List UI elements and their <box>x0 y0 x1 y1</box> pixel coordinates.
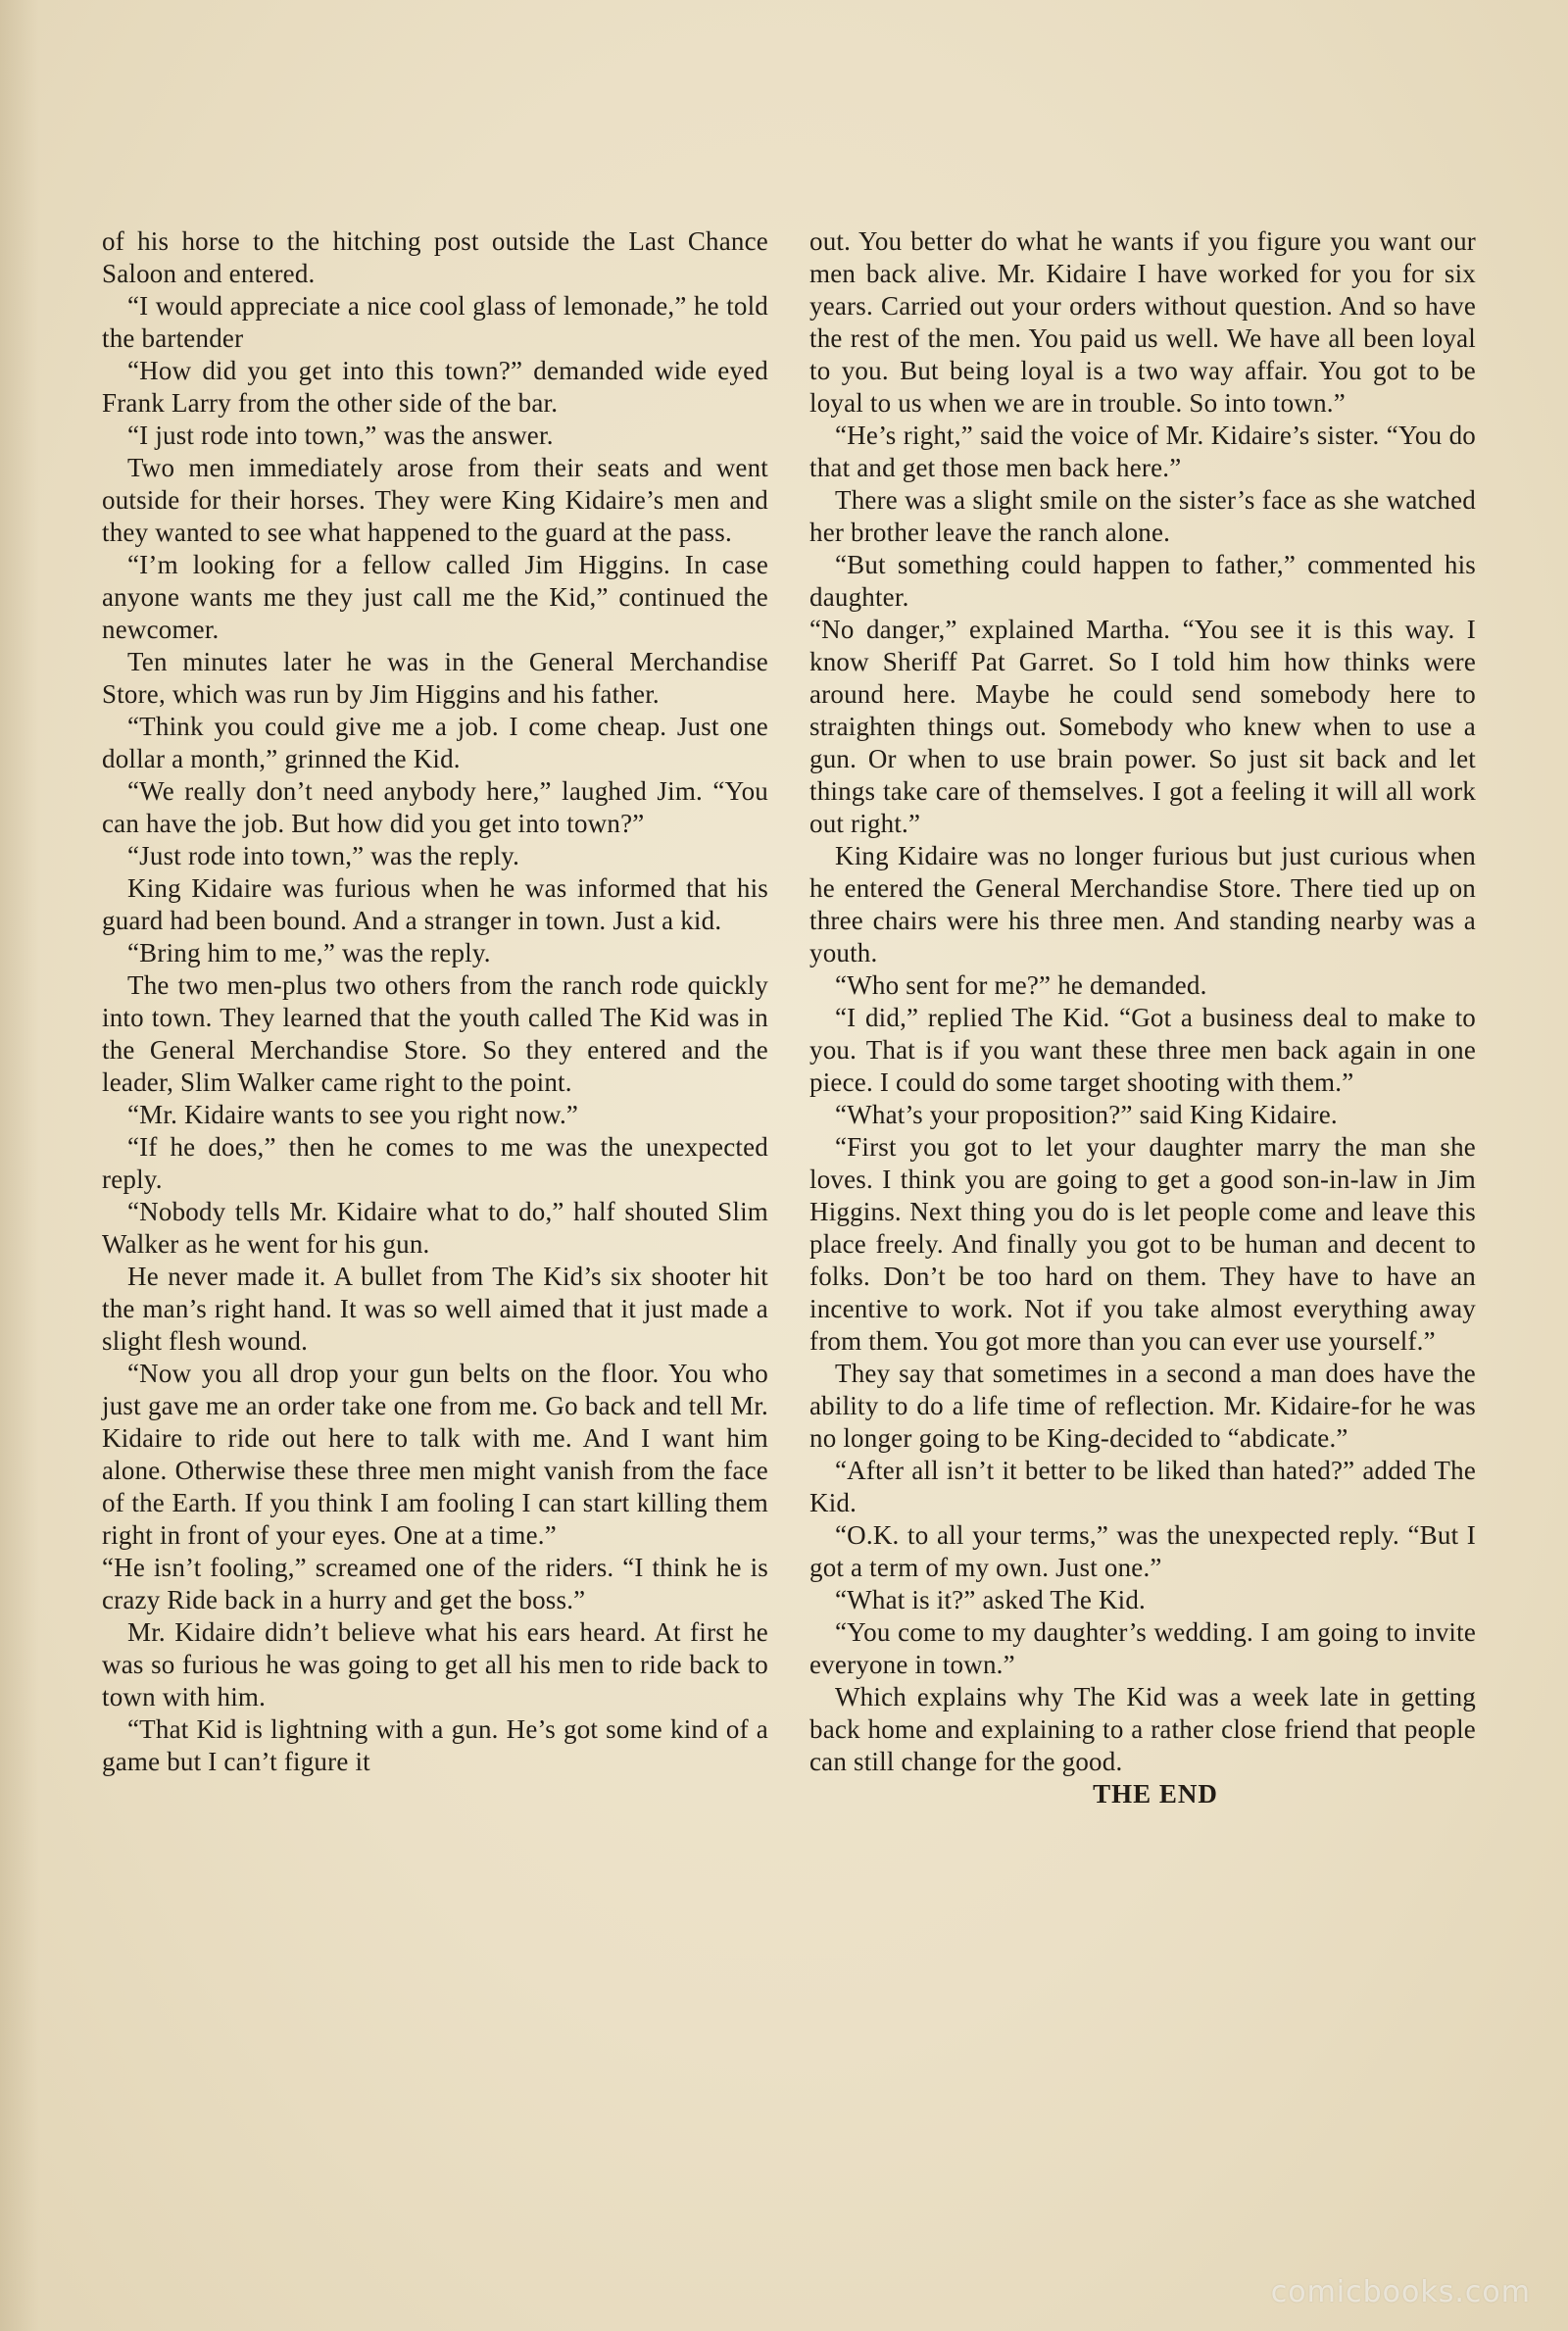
paragraph: “First you got to let your daughter marry the man she loves. I think you are going to get a good son-in-law in Jim Higgins. Next thing you do is let people come and leave this place freely. And finally you got to be human and decent to folks. Don’t be too hard on them. They have to have an incentive to work. Not if you take almost everything away from them. You got more than you can ever use yourself.” <box>809 1132 1476 1356</box>
paragraph: “Now you all drop your gun belts on the floor. You who just gave me an order take one from me. Go back and tell Mr. Kidaire to ride out here to talk with me. And I want him alone. Otherwise these three men might vanish from the face of the Earth. If you think I am fooling I can start killing them right in front of your eyes. One at a time.” <box>102 1359 768 1550</box>
paragraph: “How did you get into this town?” demanded wide eyed Frank Larry from the other side of the bar. <box>102 356 768 418</box>
paragraph: “What’s your proposition?” said King Kidaire. <box>835 1100 1338 1129</box>
paragraph: Which explains why The Kid was a week late in getting back home and explaining to a rather close friend that people can still change for the good. <box>809 1682 1476 1776</box>
paragraph: King Kidaire was furious when he was informed that his guard had been bound. And a stranger in town. Just a kid. <box>102 873 768 935</box>
paragraph: “No danger,” explained Martha. “You see it is this way. I know Sheriff Pat Garret. So I told him how thinks were around here. Maybe he could send somebody here to straighten things out. Somebody who knew when to use a gun. Or when to use brain power. So just sit back and let things take care of themselves. I got a feeling it will all work out right.” <box>809 615 1476 838</box>
paragraph: “Who sent for me?” he demanded. <box>835 970 1207 1000</box>
paragraph: “You come to my daughter’s wedding. I am going to invite everyone in town.” <box>809 1617 1476 1679</box>
paragraph: “Nobody tells Mr. Kidaire what to do,” half shouted Slim Walker as he went for his gun. <box>102 1197 768 1259</box>
paragraph: King Kidaire was no longer furious but just curious when he entered the General Merchandise Store. There tied up on three chairs were his three men. And standing nearby was a youth. <box>809 841 1476 967</box>
paragraph: “He’s right,” said the voice of Mr. Kidaire’s sister. “You do that and get those men back here.” <box>809 421 1476 482</box>
paragraph: The two men-plus two others from the ranch rode quickly into town. They learned that the youth called The Kid was in the General Merchandise Store. So they entered and the leader, Slim Walker came right to the point. <box>102 970 768 1097</box>
paragraph: There was a slight smile on the sister’s face as she watched her brother leave the ranch alone. <box>809 485 1476 547</box>
paragraph: “What is it?” asked The Kid. <box>835 1585 1146 1614</box>
paragraph: “If he does,” then he comes to me was the unexpected reply. <box>102 1132 768 1194</box>
paragraph: out. You better do what he wants if you figure you want our men back alive. Mr. Kidaire I have worked for you for six years. Carried out your orders without question. And so have the rest of the men. You paid us well. We have all been loyal to you. But being loyal is a two way affair. You got to be loyal to us when we are in trouble. So into town.” <box>809 226 1476 418</box>
paragraph: They say that sometimes in a second a man does have the ability to do a life time of reflection. Mr. Kidaire-for he was no longer going to be King-decided to “abdicate.” <box>809 1359 1476 1453</box>
paragraph: “Think you could give me a job. I come cheap. Just one dollar a month,” grinned the Kid. <box>102 712 768 773</box>
paragraph: “I’m looking for a fellow called Jim Higgins. In case anyone wants me they just call me the Kid,” continued the newcomer. <box>102 550 768 644</box>
paragraph: “I would appreciate a nice cool glass of lemonade,” he told the bartender <box>102 291 768 353</box>
paragraph: “He isn’t fooling,” screamed one of the riders. “I think he is crazy Ride back in a hurry and get the boss.” <box>102 1553 768 1614</box>
paragraph: Two men immediately arose from their seats and went outside for their horses. They were King Kidaire’s men and they wanted to see what happened to the guard at the pass. <box>102 453 768 547</box>
paragraph: He never made it. A bullet from The Kid’s six shooter hit the man’s right hand. It was so well aimed that it just made a slight flesh wound. <box>102 1262 768 1356</box>
paragraph: “I just rode into town,” was the answer. <box>127 421 554 450</box>
paragraph: “Mr. Kidaire wants to see you right now.” <box>127 1100 579 1129</box>
paragraph: “After all isn’t it better to be liked than hated?” added The Kid. <box>809 1456 1476 1517</box>
paragraph: “We really don’t need anybody here,” laughed Jim. “You can have the job. But how did you get into town?” <box>102 776 768 838</box>
right-paragraphs <box>809 225 1476 1778</box>
paragraph: “That Kid is lightning with a gun. He’s got some kind of a game but I can’t figure it <box>102 1714 768 1776</box>
paragraph: “But something could happen to father,” commented his daughter. <box>809 550 1476 612</box>
paragraph: “I did,” replied The Kid. “Got a business deal to make to you. That is if you want these three men back again in one piece. I could do some target shooting with them.” <box>809 1003 1476 1097</box>
right-text-column <box>809 225 1476 1810</box>
paragraph: Ten minutes later he was in the General Merchandise Store, which was run by Jim Higgins and his father. <box>102 647 768 709</box>
page-edge-shadow <box>0 0 39 2331</box>
paragraph: Mr. Kidaire didn’t believe what his ears heard. At first he was so furious he was going to get all his men to ride back to town with him. <box>102 1617 768 1711</box>
paragraph: “O.K. to all your terms,” was the unexpected reply. “But I got a term of my own. Just one.” <box>809 1520 1476 1582</box>
the-end-label: THE END <box>1093 1779 1218 1809</box>
paragraph: of his horse to the hitching post outside the Last Chance Saloon and entered. <box>102 226 768 288</box>
left-text-column <box>102 225 768 1778</box>
paragraph: “Just rode into town,” was the reply. <box>127 841 520 870</box>
site-watermark: comicbooks.com <box>1270 2275 1531 2309</box>
paragraph: “Bring him to me,” was the reply. <box>127 938 491 967</box>
